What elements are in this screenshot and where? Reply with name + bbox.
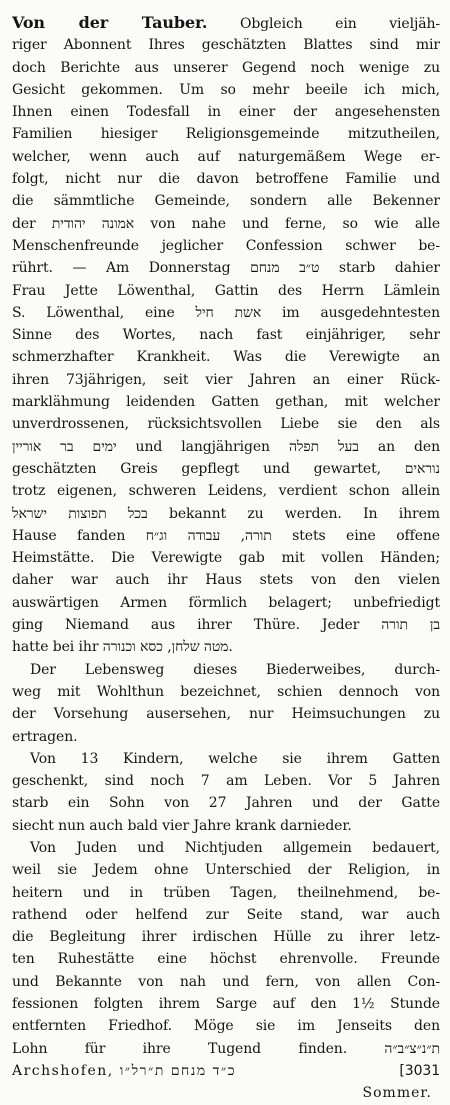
text-line: geschätzten Greis gepflegt und gewartet, נוראים: [12, 460, 440, 477]
text-line: Gesicht gekommen. Um so mehr beeile ich mich,: [12, 81, 440, 98]
text-line: und Bekannte von nah und fern, von allen Con-: [12, 973, 440, 990]
text-line: doch Berichte aus unserer Gegend noch wenige zu: [12, 59, 440, 76]
text-line: Von 13 Kindern, welche sie ihrem Gatten: [30, 750, 440, 767]
text-line: marklähmung leidenden Gatten gethan, mit welcher: [12, 394, 440, 411]
text-line: S. Löwenthal, eine אשת חיל im ausgedehntesten: [12, 304, 440, 321]
text-line: Heimstätte. Die Verewigte gab mit vollen Händen;: [12, 550, 440, 567]
text-line: ihren 73jährigen, seit vier Jahren an einer Rück-: [12, 371, 440, 388]
text-line: weil sie Jedem ohne Unterschied der Religion, in: [12, 862, 440, 879]
text-line: geschenkt, sind noch 7 am Leben. Vor 5 Jahren: [12, 773, 440, 790]
place-and-date: Archshofen, כ״ד מנחם ת״רל״ו: [12, 1062, 237, 1079]
text-line: Von Juden und Nichtjuden allgemein bedauert,: [30, 839, 440, 856]
text-line: בכל תפוצות ישראל bekannt zu werden. In ihrem: [12, 505, 440, 522]
text-line: weg mit Wohlthun bezeichnet, schien dennoch von: [12, 683, 440, 700]
paragraph-2: [12, 659, 440, 748]
paragraph-3: [12, 748, 440, 837]
text-line: hatte bei ihr מטה שלחן, כסא וכנורה.: [12, 639, 233, 656]
text-line: rathend oder helfend zur Seite stand, war auch: [12, 906, 440, 923]
text-line: schmerzhafter Krankheit. Was die Verewigte an: [12, 349, 440, 366]
text-line: unverdrossenen, rücksichtsvollen Liebe sie den als: [12, 416, 440, 433]
paragraph-4: [12, 837, 440, 1060]
text-line: Familien hiesiger Religionsgemeinde mitzutheilen,: [12, 126, 440, 143]
reference-number: [3031: [399, 1062, 440, 1079]
text-line: folgt, nicht nur die davon betroffene Familie und: [12, 171, 440, 188]
text-line: Der Lebensweg dieses Biederweibes, durch-: [30, 661, 440, 678]
author-signature: Sommer.: [362, 1085, 432, 1102]
text-line: entfernten Friedhof. Möge sie im Jenseits den: [12, 1018, 440, 1035]
text-line: die Begleitung ihrer irdischen Hülle zu ihrer letz-: [12, 929, 440, 946]
text-line: ימים בר אוריין und langjährigen בעל תפלה an den: [12, 438, 440, 455]
text-line: welcher, wenn auch auf naturgemäßem Wege er-: [12, 148, 440, 165]
paragraph-1: [12, 12, 440, 659]
text-line: Hause fanden תורה, עבודה וג״ח stets eine offene: [12, 527, 440, 544]
article-heading: Von der Tauber.: [12, 13, 208, 32]
text-line: ging Niemand aus ihrer Thüre. Jeder בן תורה: [12, 617, 440, 634]
text-line: Sinne des Wortes, nach fast einjähriger, sehr: [12, 327, 440, 344]
text-line: daher war auch ihr Haus stets von den vielen: [12, 572, 440, 589]
dateline: [12, 1060, 440, 1082]
text-line: der אמונה יהודית von nahe und ferne, so wie alle: [12, 215, 440, 232]
text-line: heitern und in trüben Tagen, theilnehmend, be-: [12, 884, 440, 901]
text-line: die sämmtliche Gemeinde, sondern alle Bekenner: [12, 193, 440, 210]
text-line: ten Ruhestätte eine höchst ehrenvolle. Freunde: [12, 951, 440, 968]
text-line: siecht nun auch bald vier Jahre krank darnieder.: [12, 817, 352, 834]
text-line: ertragen.: [12, 728, 78, 745]
text-line: Ihnen einen Todesfall in einer der angesehensten: [12, 104, 440, 121]
text-line: der Vorsehung ausersehen, nur Heimsuchungen zu: [12, 706, 440, 723]
text-line: riger Abonnent Ihres geschätzten Blattes sind mir: [12, 37, 440, 54]
text-line: Frau Jette Löwenthal, Gattin des Herrn Lämlein: [12, 282, 440, 299]
text-line: auswärtigen Armen förmlich belagert; unbefriedigt: [12, 594, 440, 611]
text-line: trotz eigenen, schweren Leidens, verdient schon allein: [12, 483, 440, 500]
text-line: Von der Tauber. Obgleich ein vieljäh-: [12, 13, 440, 32]
text-line: starb ein Sohn von 27 Jahren und der Gatte: [12, 795, 440, 812]
text-line: Lohn für ihre Tugend finden. ת״נ״צ״ב״ה: [12, 1040, 440, 1057]
text-line: fessionen folgten ihrem Sarge auf den 1½ Stunde: [12, 996, 440, 1013]
text-line: Menschenfreunde jeglicher Confession schwer be-: [12, 237, 440, 254]
text-line: rührt. — Am Donnerstag ט״ב מנחם starb dahier: [12, 260, 440, 277]
